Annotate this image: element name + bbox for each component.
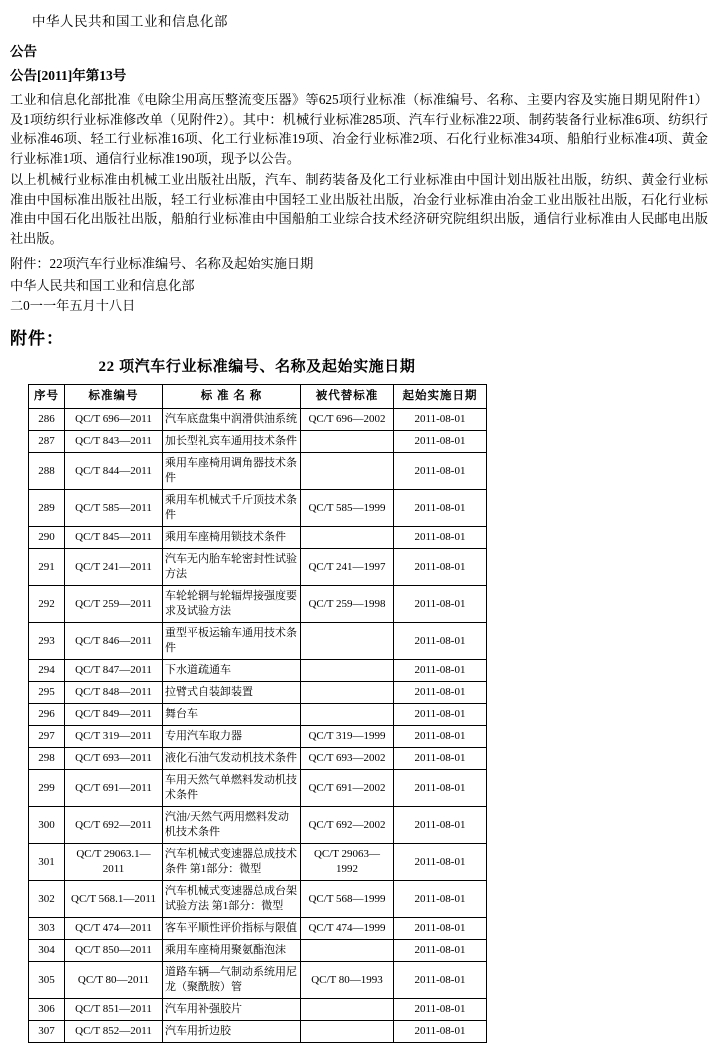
- cell-name: 专用汽车取力器: [163, 726, 301, 748]
- cell-date: 2011-08-01: [394, 844, 487, 881]
- cell-date: 2011-08-01: [394, 409, 487, 431]
- cell-name: 客车平顺性评价指标与限值: [163, 918, 301, 940]
- column-header-name: 标 准 名 称: [163, 385, 301, 409]
- cell-name: 汽油/天然气两用燃料发动机技术条件: [163, 807, 301, 844]
- cell-name: 乘用车座椅用锁技术条件: [163, 527, 301, 549]
- cell-seq: 298: [29, 748, 65, 770]
- cell-name: 道路车辆—气制动系统用尼龙（聚酰胺）管: [163, 962, 301, 999]
- cell-date: 2011-08-01: [394, 726, 487, 748]
- cell-name: 拉臂式自装卸装置: [163, 682, 301, 704]
- cell-date: 2011-08-01: [394, 431, 487, 453]
- cell-seq: 293: [29, 623, 65, 660]
- cell-code: QC/T 241—2011: [65, 549, 163, 586]
- cell-code: QC/T 844—2011: [65, 453, 163, 490]
- cell-date: 2011-08-01: [394, 807, 487, 844]
- cell-replaced: QC/T 692—2002: [301, 807, 394, 844]
- signature-line: 中华人民共和国工业和信息化部: [10, 278, 195, 293]
- table-row: [29, 807, 487, 844]
- cell-code: QC/T 847—2011: [65, 660, 163, 682]
- table-row: [29, 770, 487, 807]
- cell-name: 汽车无内胎车轮密封性试验方法: [163, 549, 301, 586]
- table-row: [29, 490, 487, 527]
- cell-name: 乘用车座椅用调角器技术条件: [163, 453, 301, 490]
- cell-seq: 290: [29, 527, 65, 549]
- cell-seq: 292: [29, 586, 65, 623]
- column-header-seq: 序号: [29, 385, 65, 409]
- cell-replaced: [301, 704, 394, 726]
- cell-code: QC/T 850—2011: [65, 940, 163, 962]
- notice-number: 公告[2011]年第13号: [10, 68, 127, 83]
- cell-name: 汽车底盘集中润滑供油系统: [163, 409, 301, 431]
- cell-replaced: QC/T 259—1998: [301, 586, 394, 623]
- cell-replaced: QC/T 319—1999: [301, 726, 394, 748]
- table-row: [29, 409, 487, 431]
- table-row: [29, 726, 487, 748]
- cell-replaced: QC/T 80—1993: [301, 962, 394, 999]
- cell-seq: 288: [29, 453, 65, 490]
- issue-date: 二0一一年五月十八日: [10, 298, 136, 313]
- cell-date: 2011-08-01: [394, 453, 487, 490]
- table-row: [29, 527, 487, 549]
- table-row: [29, 623, 487, 660]
- attachment-table-wrapper: [28, 355, 708, 1043]
- cell-seq: 295: [29, 682, 65, 704]
- cell-replaced: [301, 999, 394, 1021]
- cell-name: 液化石油气发动机技术条件: [163, 748, 301, 770]
- cell-date: 2011-08-01: [394, 660, 487, 682]
- table-row: [29, 918, 487, 940]
- cell-date: 2011-08-01: [394, 770, 487, 807]
- cell-code: QC/T 852—2011: [65, 1021, 163, 1043]
- table-row: [29, 748, 487, 770]
- cell-replaced: [301, 623, 394, 660]
- cell-seq: 291: [29, 549, 65, 586]
- cell-seq: 300: [29, 807, 65, 844]
- cell-date: 2011-08-01: [394, 704, 487, 726]
- cell-code: QC/T 259—2011: [65, 586, 163, 623]
- cell-date: 2011-08-01: [394, 586, 487, 623]
- standards-table: [28, 384, 487, 1043]
- cell-code: QC/T 845—2011: [65, 527, 163, 549]
- cell-replaced: [301, 453, 394, 490]
- cell-code: QC/T 843—2011: [65, 431, 163, 453]
- notice-paragraph-1: 工业和信息化部批准《电除尘用高压整流变压器》等625项行业标准（标准编号、名称、主要内容及实施日期见附件1）及1项纺织行业标准修改单（见附件2）。其中：机械行业标准285项、汽车行业标准22项、制药装备行业标准6项、纺织行业标准46项、轻工行业标准16项、化工行业标准19项、冶金行业标准2项、石化行业标准34项、船舶行业标准4项、黄金行业标准1项、通信行业标准190项，现予以公告。: [10, 92, 708, 166]
- cell-name: 重型平板运输车通用技术条件: [163, 623, 301, 660]
- cell-seq: 302: [29, 881, 65, 918]
- cell-code: QC/T 585—2011: [65, 490, 163, 527]
- cell-replaced: [301, 431, 394, 453]
- cell-name: 汽车机械式变速器总成台架试验方法 第1部分：微型: [163, 881, 301, 918]
- attachment-heading: 附件：: [10, 329, 64, 348]
- cell-replaced: [301, 682, 394, 704]
- cell-name: 车轮轮辋与轮辐焊接强度要求及试验方法: [163, 586, 301, 623]
- cell-seq: 297: [29, 726, 65, 748]
- table-row: [29, 962, 487, 999]
- cell-code: QC/T 692—2011: [65, 807, 163, 844]
- cell-replaced: [301, 527, 394, 549]
- table-title: 22 项汽车行业标准编号、名称及起始实施日期: [98, 359, 416, 375]
- cell-date: 2011-08-01: [394, 918, 487, 940]
- table-row: [29, 844, 487, 881]
- cell-code: QC/T 851—2011: [65, 999, 163, 1021]
- cell-code: QC/T 319—2011: [65, 726, 163, 748]
- cell-name: 汽车用折边胶: [163, 1021, 301, 1043]
- cell-date: 2011-08-01: [394, 881, 487, 918]
- cell-code: QC/T 691—2011: [65, 770, 163, 807]
- cell-date: 2011-08-01: [394, 623, 487, 660]
- cell-name: 加长型礼宾车通用技术条件: [163, 431, 301, 453]
- cell-replaced: QC/T 29063—1992: [301, 844, 394, 881]
- cell-code: QC/T 29063.1—2011: [65, 844, 163, 881]
- cell-seq: 286: [29, 409, 65, 431]
- cell-replaced: QC/T 568—1999: [301, 881, 394, 918]
- notice-paragraph-2: 以上机械行业标准由机械工业出版社出版，汽车、制药装备及化工行业标准由中国计划出版社出版，纺织、黄金行业标准由中国标准出版社出版，轻工行业标准由中国轻工业出版社出版，冶金行业标准由冶金工业出版社出版，石化行业标准由中国石化出版社出版，船舶行业标准由中国船舶工业综合技术经济研究院组织出版，通信行业标准由人民邮电出版社出版。: [10, 172, 708, 246]
- cell-replaced: [301, 660, 394, 682]
- cell-seq: 294: [29, 660, 65, 682]
- cell-seq: 304: [29, 940, 65, 962]
- cell-name: 乘用车机械式千斤顶技术条件: [163, 490, 301, 527]
- table-row: [29, 453, 487, 490]
- column-header-date: 起始实施日期: [394, 385, 487, 409]
- cell-code: QC/T 846—2011: [65, 623, 163, 660]
- cell-code: QC/T 474—2011: [65, 918, 163, 940]
- cell-replaced: QC/T 241—1997: [301, 549, 394, 586]
- cell-date: 2011-08-01: [394, 682, 487, 704]
- cell-date: 2011-08-01: [394, 1021, 487, 1043]
- cell-date: 2011-08-01: [394, 748, 487, 770]
- cell-code: QC/T 849—2011: [65, 704, 163, 726]
- column-header-code: 标准编号: [65, 385, 163, 409]
- cell-code: QC/T 80—2011: [65, 962, 163, 999]
- cell-replaced: [301, 1021, 394, 1043]
- table-row: [29, 881, 487, 918]
- cell-seq: 296: [29, 704, 65, 726]
- cell-replaced: QC/T 474—1999: [301, 918, 394, 940]
- column-header-replaced: 被代替标准: [301, 385, 394, 409]
- cell-name: 车用天然气单燃料发动机技术条件: [163, 770, 301, 807]
- cell-code: QC/T 568.1—2011: [65, 881, 163, 918]
- table-row: [29, 586, 487, 623]
- cell-replaced: [301, 940, 394, 962]
- attachment-reference: 附件：22项汽车行业标准编号、名称及起始实施日期: [10, 256, 314, 271]
- cell-date: 2011-08-01: [394, 527, 487, 549]
- cell-seq: 303: [29, 918, 65, 940]
- cell-date: 2011-08-01: [394, 940, 487, 962]
- table-row: [29, 704, 487, 726]
- cell-date: 2011-08-01: [394, 549, 487, 586]
- table-row: [29, 940, 487, 962]
- cell-seq: 289: [29, 490, 65, 527]
- cell-code: QC/T 848—2011: [65, 682, 163, 704]
- table-row: [29, 549, 487, 586]
- table-row: [29, 1021, 487, 1043]
- cell-seq: 301: [29, 844, 65, 881]
- cell-name: 乘用车座椅用聚氨酯泡沫: [163, 940, 301, 962]
- cell-seq: 299: [29, 770, 65, 807]
- ministry-header: 中华人民共和国工业和信息化部: [32, 14, 228, 29]
- cell-code: QC/T 696—2011: [65, 409, 163, 431]
- table-row: [29, 660, 487, 682]
- cell-name: 舞台车: [163, 704, 301, 726]
- cell-name: 汽车用补强胶片: [163, 999, 301, 1021]
- table-row: [29, 999, 487, 1021]
- table-row: [29, 431, 487, 453]
- cell-replaced: QC/T 691—2002: [301, 770, 394, 807]
- cell-name: 下水道疏通车: [163, 660, 301, 682]
- cell-seq: 305: [29, 962, 65, 999]
- cell-seq: 307: [29, 1021, 65, 1043]
- cell-replaced: QC/T 696—2002: [301, 409, 394, 431]
- table-row: [29, 682, 487, 704]
- standards-table-body: [29, 409, 487, 1043]
- cell-date: 2011-08-01: [394, 999, 487, 1021]
- notice-word: 公告: [10, 44, 37, 59]
- cell-seq: 306: [29, 999, 65, 1021]
- cell-seq: 287: [29, 431, 65, 453]
- table-header-row: [29, 385, 487, 409]
- cell-date: 2011-08-01: [394, 490, 487, 527]
- cell-name: 汽车机械式变速器总成技术条件 第1部分：微型: [163, 844, 301, 881]
- cell-code: QC/T 693—2011: [65, 748, 163, 770]
- cell-replaced: QC/T 585—1999: [301, 490, 394, 527]
- cell-replaced: QC/T 693—2002: [301, 748, 394, 770]
- cell-date: 2011-08-01: [394, 962, 487, 999]
